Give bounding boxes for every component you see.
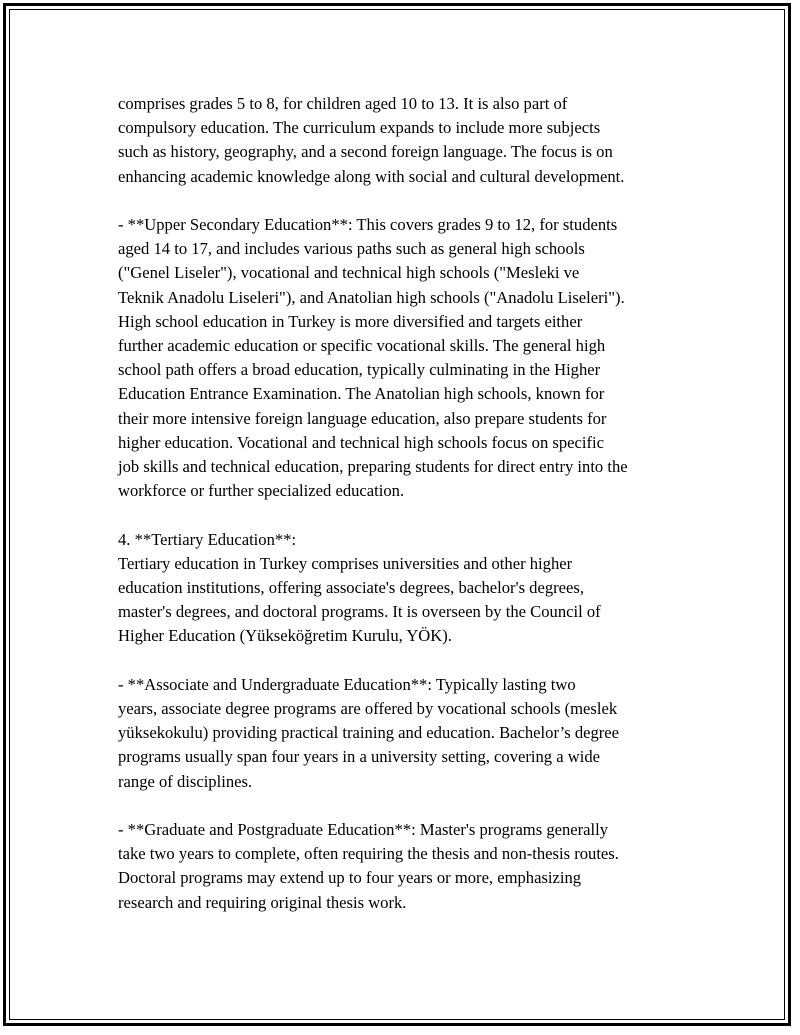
paragraph-spacer	[118, 794, 698, 818]
paragraph-lower-secondary-continued: comprises grades 5 to 8, for children aged 10 to 13. It is also part of compulsory education. The curriculum expands to include more subjects such as history, geography, and a second foreign language. The focus is on enhancing academic knowledge along with social and cultural development.	[118, 94, 625, 186]
paragraph-spacer	[118, 189, 698, 213]
paragraph-upper-secondary-education: - **Upper Secondary Education**: This covers grades 9 to 12, for students aged 14 to 17, and includes various paths such as general high schools ("Genel Liseler"), vocational and technical high schools ("Mesleki ve Teknik Anadolu Liseleri"), and Anatolian high schools ("Anadolu Liseleri"). High school education in Turkey is more diversified and targets either further academic education or specific vocational skills. The general high school path offers a broad education, typically culminating in the Higher Education Entrance Examination. The Anatolian high schools, known for their more intensive foreign language education, also prepare students for higher education. Vocational and technical high schools focus on specific job skills and technical education, preparing students for direct entry into the workforce or further specialized education.	[118, 215, 628, 501]
document-body	[118, 92, 698, 915]
paragraph-graduate-postgraduate-education: - **Graduate and Postgraduate Education**: Master's programs generally take two years to complete, often requiring the thesis and non-thesis routes. Doctoral programs may extend up to four years or more, emphasizing research and requiring original thesis work.	[118, 820, 619, 912]
paragraph-spacer	[118, 649, 698, 673]
paragraph-tertiary-education: 4. **Tertiary Education**: Tertiary education in Turkey comprises universities and other higher education institutions, offering associate's degrees, bachelor's degrees, master's degrees, and doctoral programs. It is overseen by the Council of Higher Education (Yükseköğretim Kurulu, YÖK).	[118, 529, 601, 646]
paragraph-associate-undergraduate-education: - **Associate and Undergraduate Education**: Typically lasting two years, associate degree programs are offered by vocational schools (meslek yüksekokulu) providing practical training and education. Bachelor’s degree programs usually span four years in a university setting, covering a wide range of disciplines.	[118, 674, 620, 791]
paragraph-spacer	[118, 503, 698, 527]
